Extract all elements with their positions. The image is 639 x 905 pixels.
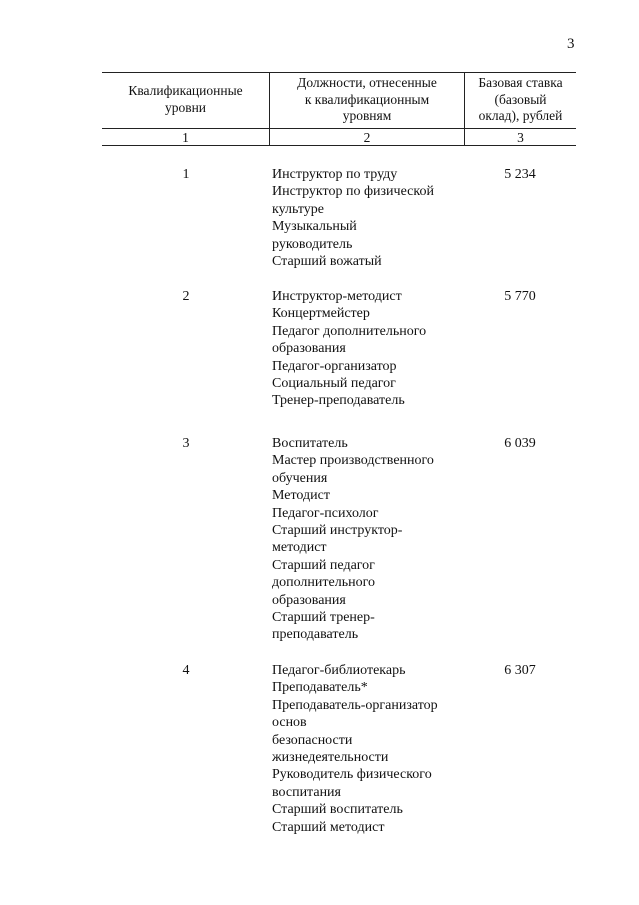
row-rate: 6 307 [504,663,536,678]
row-level: 2 [182,289,190,304]
position-item: основ [272,715,307,731]
row-positions [272,288,472,410]
position-item: преподаватель [272,627,359,643]
position-item: жизнедеятельности [272,750,389,766]
position-item: Старший вожатый [272,254,382,270]
position-item: безопасности [272,732,353,748]
position-item: методист [272,540,327,556]
header-line: оклад), рублей [478,108,563,123]
header-line: уровни [164,99,207,115]
position-item: образования [272,341,346,357]
position-item: Тренер-преподаватель [272,393,405,409]
position-item: Преподаватель-организатор [272,697,438,713]
header-qualification-levels [102,72,269,116]
position-item: Старший педагог [272,557,375,573]
position-item: Старший тренер- [272,610,375,626]
position-item: Воспитатель [272,436,348,451]
position-item: Педагог-психолог [272,505,379,521]
position-item: Методист [272,488,330,504]
row-positions [272,166,472,270]
row-level: 3 [182,436,190,451]
position-item: Мастер производственного [272,453,434,469]
header-line: к квалификационным [304,91,430,107]
row-positions [272,435,472,644]
header-base-rate [465,72,576,125]
row-rate: 5 770 [504,289,536,304]
header-line: Квалификационные [128,83,243,98]
row-level: 4 [182,663,190,678]
column-numbers-bottom-rule [102,145,576,146]
header-line: Должности, отнесенные [297,75,437,90]
position-item: Педагог-организатор [272,358,397,374]
header-line: уровням [342,108,392,123]
position-item: обучения [272,470,328,486]
position-item: Социальный педагог [272,376,396,392]
position-item: Педагог дополнительного [272,323,427,339]
position-item: руководитель [272,236,353,252]
row-rate: 5 234 [504,167,536,182]
page-number: 3 [567,36,575,52]
row-positions [272,662,472,836]
position-item: Концертмейстер [272,306,370,322]
column-number-2: 2 [363,130,371,145]
column-number-1: 1 [182,130,189,145]
position-item: дополнительного [272,575,375,591]
position-item: Инструктор по физической [272,184,434,200]
position-item: Преподаватель* [272,680,368,696]
row-rate: 6 039 [504,436,536,451]
position-item: Старший методист [272,819,385,835]
header-line: Базовая ставка [478,75,563,90]
position-item: Музыкальный [272,219,357,235]
header-line: (базовый [494,91,547,107]
header-positions [270,72,464,125]
position-item: культуре [272,201,324,217]
position-item: Руководитель физического [272,767,432,783]
position-item: воспитания [272,784,341,800]
position-item: Педагог-библиотекарь [272,663,406,678]
position-item: Инструктор по труду [272,167,398,182]
column-number-3: 3 [517,130,524,145]
position-item: Старший воспитатель [272,802,403,818]
position-item: образования [272,592,346,608]
header-bottom-rule [102,128,576,129]
position-item: Старший инструктор- [272,523,403,539]
row-level: 1 [182,167,190,182]
position-item: Инструктор-методист [272,289,402,304]
